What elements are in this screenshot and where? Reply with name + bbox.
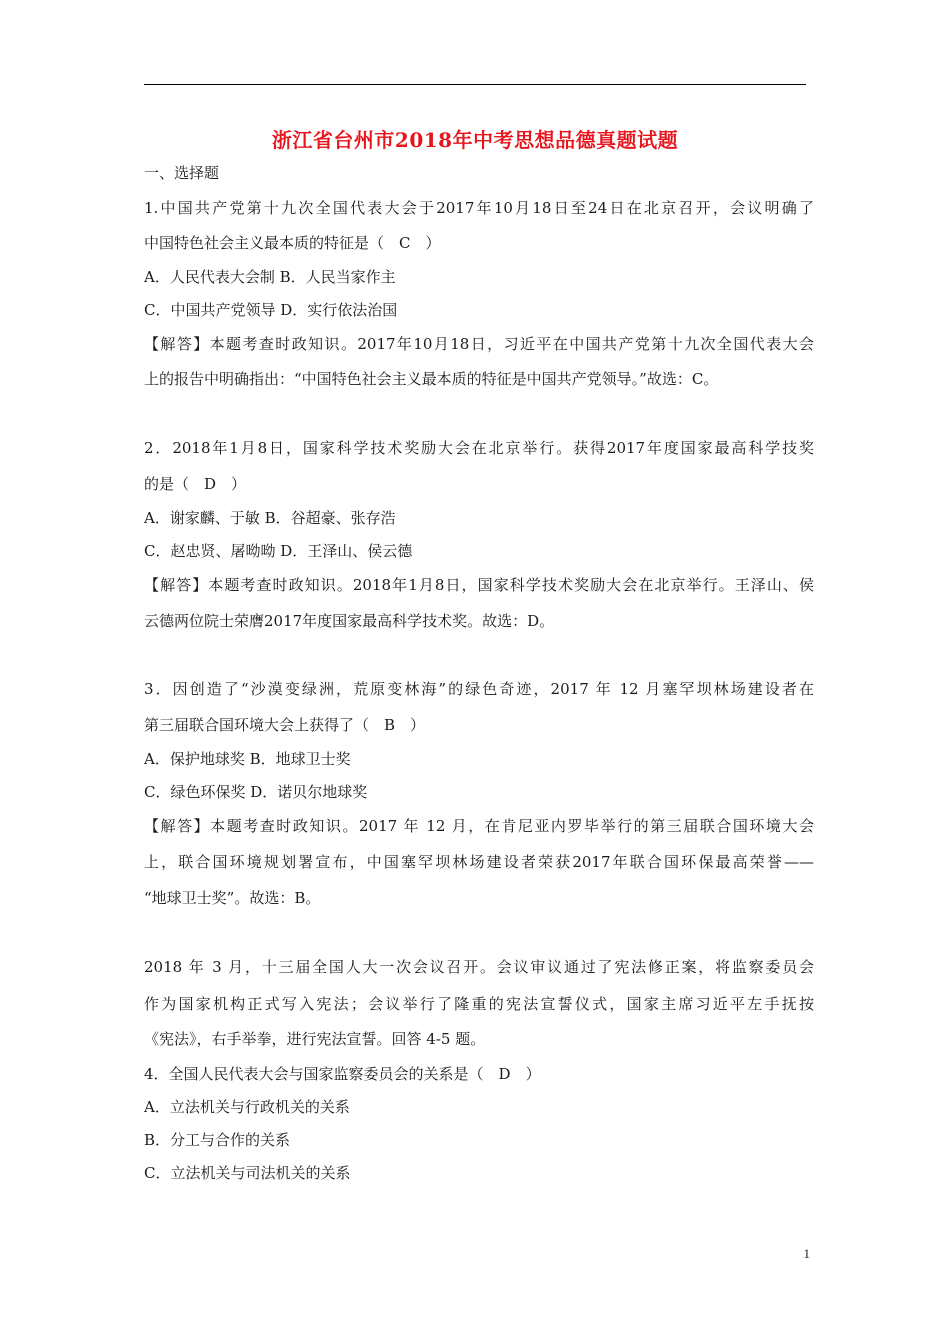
q1-answer-line-1: 【解答】本题考查时政知识。2017年10月18日，习近平在中国共产党第十九次全国代表大会 [144, 335, 814, 353]
material-line-1: 2018 年 3 月，十三届全国人大一次会议召开。会议审议通过了宪法修正案，将监察委员会 [144, 958, 814, 976]
q1-options-line-2: C．中国共产党领导 D．实行依法治国 [144, 301, 398, 319]
q2-answer-line-2: 云德两位院士荣膺2017年度国家最高科学技术奖。故选：D。 [144, 612, 555, 630]
page-number: 1 [803, 1246, 810, 1261]
section-heading: 一、选择题 [144, 164, 220, 182]
material-line-2: 作为国家机构正式写入宪法；会议举行了隆重的宪法宣誓仪式，国家主席习近平左手抚按 [144, 995, 814, 1013]
q4-stem: 4．全国人民代表大会与国家监察委员会的关系是（ D ） [144, 1065, 541, 1083]
q1-answer-line-2: 上的报告中明确指出：“中国特色社会主义最本质的特征是中国共产党领导。”故选：C。 [144, 370, 719, 388]
q3-answer-line-3: “地球卫士奖”。故选：B。 [144, 889, 321, 907]
q3-answer-line-1: 【解答】本题考查时政知识。2017 年 12 月，在肯尼亚内罗毕举行的第三届联合国环境大会 [144, 817, 814, 835]
header-rule [144, 84, 806, 85]
q1-stem-line-1: 1.中国共产党第十九次全国代表大会于2017年10月18日至24日在北京召开，会议明确了 [144, 199, 814, 217]
q2-options-line-1: A．谢家麟、于敏 B．谷超豪、张存浩 [144, 509, 396, 527]
q3-answer-line-2: 上，联合国环境规划署宣布，中国塞罕坝林场建设者荣获2017年联合国环保最高荣誉—— [144, 853, 814, 871]
q3-stem-line-2: 第三届联合国环境大会上获得了（ B ） [144, 716, 426, 734]
exam-title: 浙江省台州市2018年中考思想品德真题试题 [271, 128, 679, 152]
q4-option-c: C．立法机关与司法机关的关系 [144, 1164, 351, 1182]
material-line-3: 《宪法》，右手举拳，进行宪法宣誓。回答 4-5 题。 [144, 1030, 486, 1048]
q3-options-line-2: C．绿色环保奖 D．诺贝尔地球奖 [144, 783, 368, 801]
q2-answer-line-1: 【解答】本题考查时政知识。2018年1月8日，国家科学技术奖励大会在北京举行。王泽山、侯 [144, 576, 814, 594]
q3-stem-line-1: 3．因创造了“沙漠变绿洲，荒原变林海”的绿色奇迹，2017 年 12 月塞罕坝林场建设者在 [144, 680, 814, 698]
q2-stem-line-2: 的是（ D ） [144, 475, 247, 493]
q2-options-line-2: C．赵忠贤、屠呦呦 D．王泽山、侯云德 [144, 542, 413, 560]
q2-stem-line-1: 2．2018年1月8日，国家科学技术奖励大会在北京举行。获得2017年度国家最高科学技奖 [144, 439, 814, 457]
q1-options-line-1: A．人民代表大会制 B．人民当家作主 [144, 268, 396, 286]
q4-option-a: A．立法机关与行政机关的关系 [144, 1098, 350, 1116]
q1-stem-line-2: 中国特色社会主义最本质的特征是（ C ） [144, 234, 441, 252]
q3-options-line-1: A．保护地球奖 B．地球卫士奖 [144, 750, 351, 768]
q4-option-b: B．分工与合作的关系 [144, 1131, 291, 1149]
